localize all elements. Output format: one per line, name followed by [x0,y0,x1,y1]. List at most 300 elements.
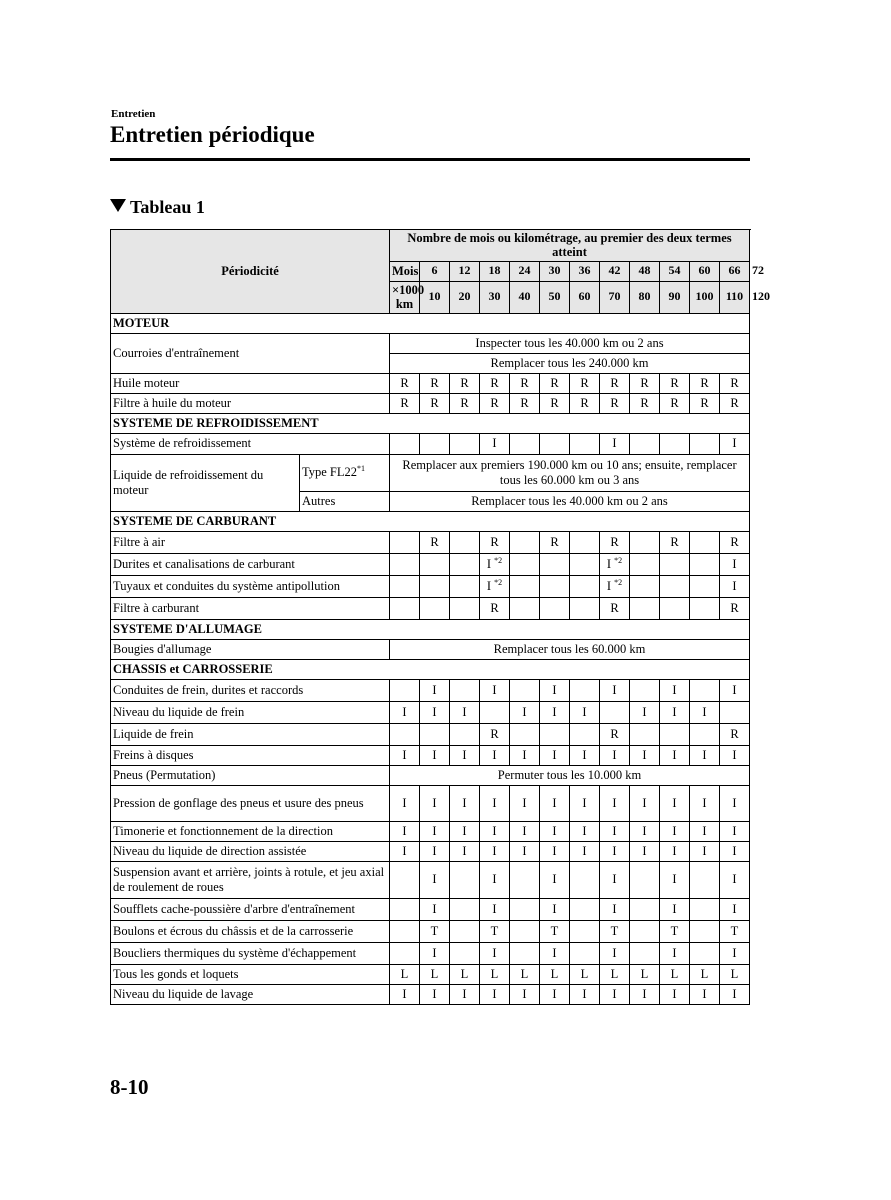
interval-cell: I [450,701,480,723]
interval-cell [630,553,660,575]
interval-cell [690,553,720,575]
month-header-cell: 66 [720,261,750,281]
interval-cell: I [600,679,630,701]
category-label: SYSTEME DE CARBURANT [111,511,750,531]
item-label: Niveau du liquide de lavage [111,984,390,1004]
interval-cell: R [720,373,750,393]
interval-cell: I [540,821,570,841]
interval-cell: R [690,373,720,393]
interval-text: Inspecter tous les 40.000 km ou 2 ans [390,333,750,353]
month-header-cell: 30 [540,261,570,281]
interval-cell [660,553,690,575]
item-label: Courroies d'entraînement [111,333,390,373]
km-header-cell: 60 [570,281,600,313]
cell-code: I [486,556,495,571]
interval-cell [540,723,570,745]
interval-cell [600,701,630,723]
interval-cell [510,861,540,898]
table-row [111,920,750,942]
interval-cell [570,861,600,898]
month-header-cell: 60 [690,261,720,281]
interval-cell: I [690,821,720,841]
interval-cell [630,575,660,597]
interval-cell: I [660,821,690,841]
interval-cell [690,531,720,553]
table-row [111,723,750,745]
interval-cell: I [480,679,510,701]
interval-cell: T [480,920,510,942]
interval-cell: I [600,984,630,1004]
interval-cell: L [570,964,600,984]
interval-cell: I [720,785,750,821]
interval-cell: I [420,821,450,841]
header-row-span [111,230,750,262]
interval-cell: I [660,942,690,964]
interval-cell [390,861,420,898]
interval-cell: R [600,393,630,413]
interval-cell [690,898,720,920]
interval-cell: I [510,821,540,841]
interval-cell [570,723,600,745]
interval-cell [450,575,480,597]
category-row [111,659,750,679]
interval-cell: I [720,942,750,964]
month-header-cell: 12 [450,261,480,281]
km-header-cell: 10 [420,281,450,313]
interval-cell: I [540,861,570,898]
interval-cell: I [540,841,570,861]
item-label: Liquide de frein [111,723,390,745]
table-body [111,313,750,1004]
interval-span-header: Nombre de mois ou kilométrage, au premier des deux termes atteint [390,230,750,262]
table-row [111,964,750,984]
interval-cell: I [570,841,600,861]
interval-text: Remplacer aux premiers 190.000 km ou 10 ans; ensuite, remplacer tous les 60.000 km ou 3 ans [390,454,750,491]
interval-cell: I [450,984,480,1004]
table-row [111,679,750,701]
item-label: Système de refroidissement [111,433,390,454]
interval-cell: I [510,785,540,821]
interval-cell: I [630,785,660,821]
interval-cell: R [480,393,510,413]
interval-cell: R [510,373,540,393]
interval-cell: I [420,745,450,765]
maintenance-table [110,229,770,1005]
km-header-cell: 20 [450,281,480,313]
item-label: Durites et canalisations de carburant [111,553,390,575]
interval-cell [390,597,420,619]
interval-cell: I [480,745,510,765]
interval-cell: I [720,745,750,765]
interval-cell [540,575,570,597]
km-header-cell: 80 [630,281,660,313]
interval-cell [630,861,660,898]
header-row-km: ×1000 km 10 20 30 40 50 60 70 80 90 100 110 120 [111,281,750,313]
interval-cell: I [540,984,570,1004]
interval-cell: R [660,531,690,553]
item-label: Timonerie et fonctionnement de la direction [111,821,390,841]
interval-cell: I [510,701,540,723]
interval-cell: I [600,785,630,821]
interval-cell [390,942,420,964]
interval-cell [480,553,510,575]
table-header [111,230,770,314]
table-row [111,454,750,491]
interval-cell: I [720,984,750,1004]
interval-cell: L [480,964,510,984]
interval-cell: I [720,679,750,701]
interval-cell: I [420,679,450,701]
interval-cell: I [660,984,690,1004]
interval-cell: I [450,785,480,821]
interval-cell: T [660,920,690,942]
interval-cell [390,898,420,920]
interval-cell [630,531,660,553]
item-label: Filtre à air [111,531,390,553]
category-row [111,413,750,433]
category-label: SYSTEME D'ALLUMAGE [111,619,750,639]
table-row [111,531,750,553]
interval-cell: I [720,841,750,861]
subtype-name: Autres [302,493,336,508]
triangle-down-icon [110,199,126,212]
interval-cell [570,597,600,619]
interval-cell: I [540,679,570,701]
interval-cell [450,597,480,619]
interval-cell: T [540,920,570,942]
interval-cell: R [600,723,630,745]
interval-cell: I [600,942,630,964]
footnote-marker: *1 [357,464,366,474]
interval-cell [420,433,450,454]
interval-cell: I [450,821,480,841]
item-label: Bougies d'allumage [111,639,390,659]
month-header-cell: 6 [420,261,450,281]
interval-cell [570,679,600,701]
interval-cell [660,723,690,745]
interval-cell [420,575,450,597]
interval-cell: R [660,393,690,413]
table-row [111,841,750,861]
interval-cell: R [600,373,630,393]
interval-cell: L [420,964,450,984]
interval-cell: R [720,393,750,413]
table-row [111,898,750,920]
interval-cell: I [480,942,510,964]
footnote-marker: *2 [614,555,623,565]
interval-cell: I [630,841,660,861]
month-header-cell: 24 [510,261,540,281]
interval-cell: I [690,841,720,861]
interval-cell: I [480,433,510,454]
table-row [111,701,750,723]
item-label: Liquide de refroidissement du moteur [111,454,300,511]
table-row [111,433,750,454]
interval-cell: R [570,373,600,393]
table-row [111,373,750,393]
item-label: Pression de gonflage des pneus et usure des pneus [111,785,390,821]
interval-cell: I [660,861,690,898]
interval-cell [450,433,480,454]
interval-cell: I [450,841,480,861]
interval-cell: I [690,701,720,723]
interval-cell [450,553,480,575]
section-label: Entretien [111,108,156,120]
interval-cell: R [480,597,510,619]
interval-cell [390,920,420,942]
interval-cell [540,553,570,575]
interval-cell [690,597,720,619]
interval-cell: T [420,920,450,942]
item-label: Suspension avant et arrière, joints à rotule, et jeu axial de roulement de roues [111,861,390,898]
interval-cell: I [420,861,450,898]
interval-cell: I [570,821,600,841]
interval-cell: I [420,942,450,964]
interval-cell [450,898,480,920]
month-header-cell: 42 [600,261,630,281]
interval-cell [510,942,540,964]
item-label: Pneus (Permutation) [111,765,390,785]
item-label: Niveau du liquide de direction assistée [111,841,390,861]
interval-cell [660,597,690,619]
interval-cell [660,433,690,454]
cell-code: I [606,578,615,593]
interval-cell: R [540,393,570,413]
table-row [111,393,750,413]
interval-cell [570,575,600,597]
interval-cell [690,575,720,597]
interval-text: Remplacer tous les 40.000 km ou 2 ans [390,491,750,511]
interval-cell [450,942,480,964]
interval-cell: R [720,531,750,553]
table-heading [110,197,205,218]
item-label: Filtre à carburant [111,597,390,619]
interval-cell [690,861,720,898]
category-label: MOTEUR [111,313,750,333]
interval-cell [510,531,540,553]
interval-cell: I [390,785,420,821]
interval-cell [660,575,690,597]
interval-cell [570,898,600,920]
month-header-cell: 54 [660,261,690,281]
interval-cell: R [540,373,570,393]
interval-cell [630,597,660,619]
interval-cell [600,575,630,597]
interval-cell [690,723,720,745]
interval-cell: I [570,745,600,765]
interval-cell: I [660,701,690,723]
table-row [111,861,750,898]
interval-cell: I [720,821,750,841]
interval-cell: I [600,433,630,454]
interval-cell [390,553,420,575]
subtype-label [300,454,390,491]
interval-cell: I [390,745,420,765]
footnote-marker: *2 [494,577,503,587]
interval-cell: R [420,393,450,413]
interval-cell [510,920,540,942]
interval-cell [510,679,540,701]
interval-cell: I [420,984,450,1004]
interval-cell [600,553,630,575]
interval-cell: R [720,597,750,619]
interval-cell: I [480,821,510,841]
item-label: Boucliers thermiques du système d'échappement [111,942,390,964]
table-heading-label: Tableau 1 [130,197,205,217]
km-label: ×1000 km [390,281,420,313]
interval-cell: I [540,942,570,964]
interval-cell [540,433,570,454]
interval-cell: I [720,575,750,597]
interval-cell [390,531,420,553]
interval-cell: I [630,821,660,841]
interval-cell: R [420,531,450,553]
month-header-cell: 36 [570,261,600,281]
interval-cell: I [540,745,570,765]
interval-cell [570,531,600,553]
interval-cell: L [720,964,750,984]
interval-cell: I [390,841,420,861]
interval-cell: R [450,393,480,413]
interval-cell: I [660,745,690,765]
interval-cell: I [480,785,510,821]
interval-cell [630,920,660,942]
item-label: Huile moteur [111,373,390,393]
category-label: CHASSIS et CARROSSERIE [111,659,750,679]
item-label: Tous les gonds et loquets [111,964,390,984]
interval-cell [510,433,540,454]
item-label: Boulons et écrous du châssis et de la carrosserie [111,920,390,942]
interval-cell: I [480,841,510,861]
interval-cell: R [480,373,510,393]
interval-cell [510,575,540,597]
interval-cell [450,861,480,898]
interval-cell [420,553,450,575]
interval-cell: R [540,531,570,553]
interval-cell: I [720,553,750,575]
km-header-cell: 30 [480,281,510,313]
interval-cell: I [540,701,570,723]
interval-cell [390,575,420,597]
interval-cell: I [480,861,510,898]
interval-cell: I [510,745,540,765]
km-header-cell: 110 [720,281,750,313]
interval-cell: R [450,373,480,393]
interval-cell: I [390,701,420,723]
interval-cell: I [390,984,420,1004]
interval-cell: I [720,898,750,920]
interval-cell [390,679,420,701]
months-label: Mois [390,261,420,281]
interval-text: Permuter tous les 10.000 km [390,765,750,785]
interval-cell: I [690,984,720,1004]
table-row [111,745,750,765]
interval-cell: R [600,531,630,553]
table-row [111,984,750,1004]
interval-cell: R [690,393,720,413]
interval-cell: R [390,393,420,413]
interval-cell: I [600,745,630,765]
cell-code: I [606,556,615,571]
table-row [111,553,750,575]
table-row [111,942,750,964]
interval-cell: R [630,373,660,393]
interval-cell: T [600,920,630,942]
item-label: Freins à disques [111,745,390,765]
interval-cell: L [540,964,570,984]
interval-cell [630,898,660,920]
interval-cell [390,433,420,454]
interval-cell [630,723,660,745]
interval-cell: R [720,723,750,745]
interval-cell: R [630,393,660,413]
interval-cell [450,679,480,701]
table-row [111,765,750,785]
title-rule [110,158,750,161]
interval-cell [690,920,720,942]
interval-cell: R [480,723,510,745]
interval-cell: R [390,373,420,393]
footnote-marker: *2 [614,577,623,587]
interval-cell: L [510,964,540,984]
interval-cell: I [600,821,630,841]
interval-cell: I [420,898,450,920]
header-row-months: Mois 6 12 18 24 30 36 42 48 54 60 66 72 [111,261,750,281]
interval-cell: R [660,373,690,393]
item-label: Tuyaux et conduites du système antipollution [111,575,390,597]
page-number: 8-10 [110,1075,149,1099]
footnote-marker: *2 [494,555,503,565]
table-row [111,821,750,841]
interval-cell: I [660,841,690,861]
interval-cell: R [600,597,630,619]
interval-cell: I [450,745,480,765]
item-label: Soufflets cache-poussière d'arbre d'entraînement [111,898,390,920]
interval-cell: L [630,964,660,984]
km-header-cell: 70 [600,281,630,313]
interval-cell [390,723,420,745]
interval-cell: I [600,861,630,898]
interval-cell: I [420,701,450,723]
interval-text: Remplacer tous les 60.000 km [390,639,750,659]
interval-cell: I [600,841,630,861]
item-label: Filtre à huile du moteur [111,393,390,413]
month-header-cell: 18 [480,261,510,281]
interval-cell: T [720,920,750,942]
km-header-cell: 40 [510,281,540,313]
interval-cell [480,575,510,597]
interval-cell: R [570,393,600,413]
interval-cell: I [480,984,510,1004]
interval-cell: I [420,841,450,861]
interval-cell: R [510,393,540,413]
interval-cell: I [630,745,660,765]
interval-cell: I [690,785,720,821]
interval-cell [510,723,540,745]
interval-cell [630,433,660,454]
km-header-cell: 50 [540,281,570,313]
interval-cell [450,723,480,745]
interval-cell: I [510,984,540,1004]
page-title: Entretien périodique [110,122,315,147]
interval-text: Remplacer tous les 240.000 km [390,353,750,373]
interval-cell [630,679,660,701]
table-row [111,333,750,353]
category-row [111,313,750,333]
interval-cell: I [660,785,690,821]
category-label: SYSTEME DE REFROIDISSEMENT [111,413,750,433]
interval-cell: I [540,785,570,821]
